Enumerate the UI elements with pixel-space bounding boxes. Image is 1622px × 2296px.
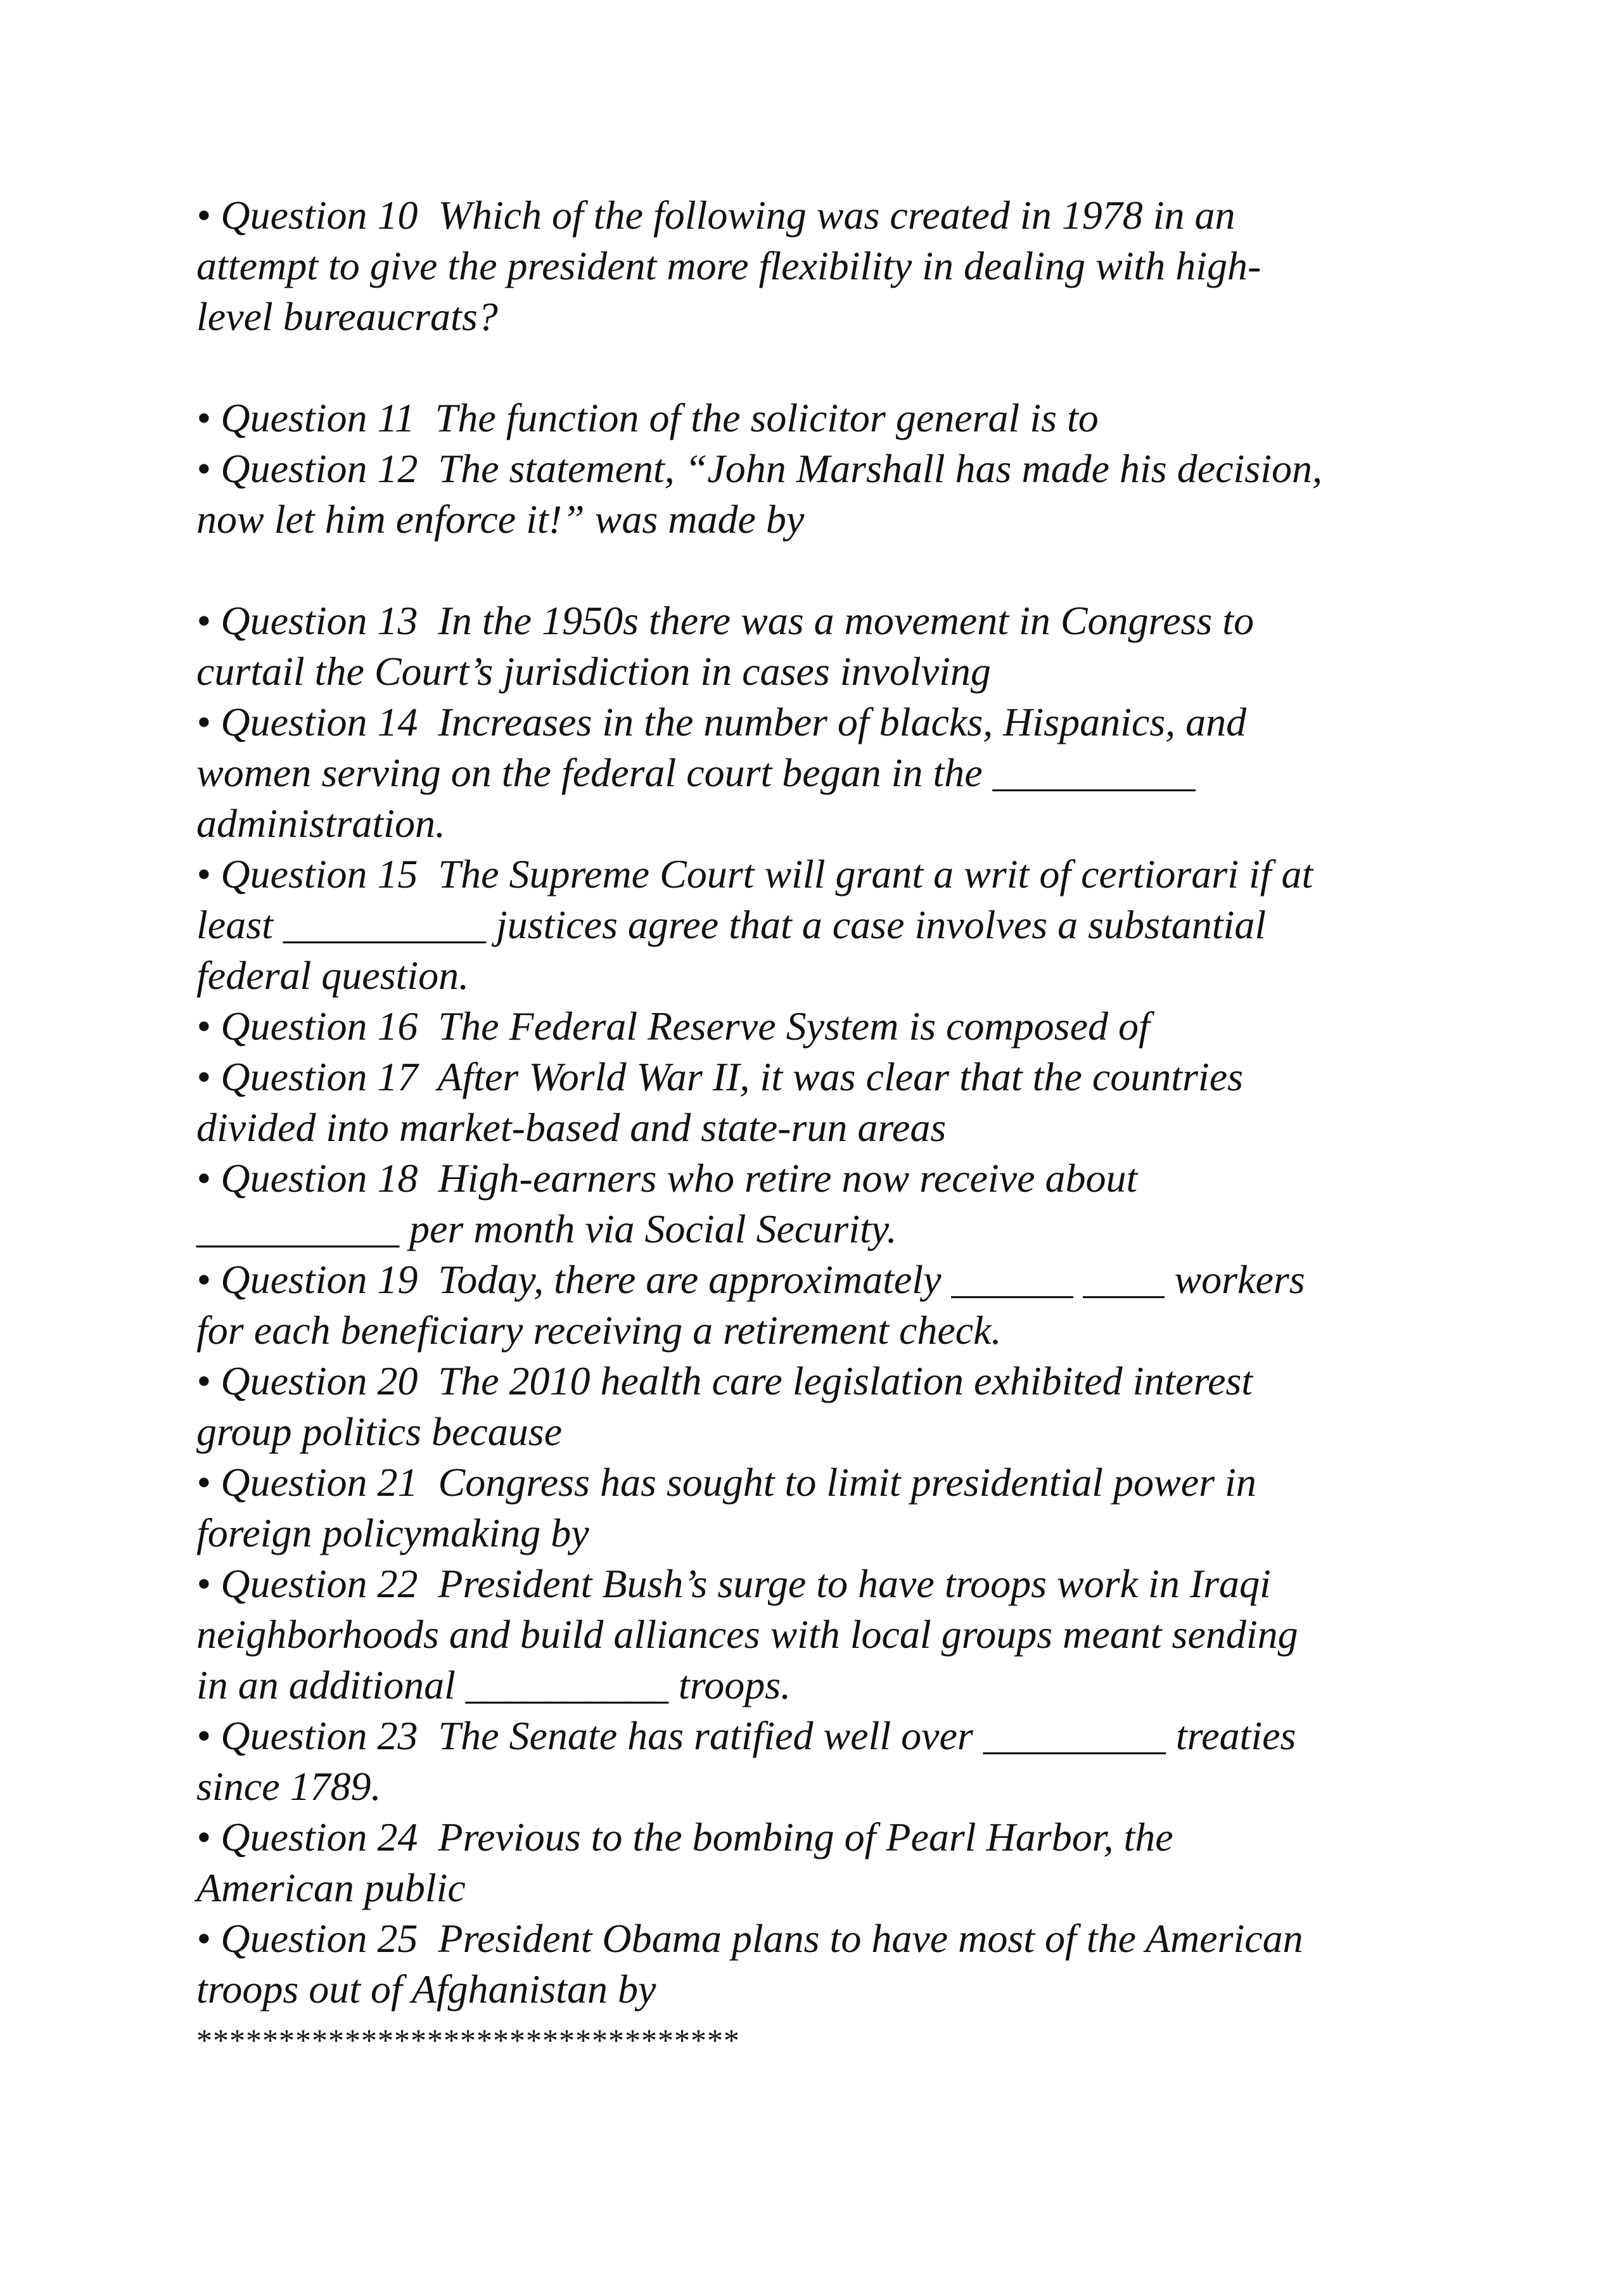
q24-line-2: American public <box>196 1865 466 1910</box>
q18-line-2: __________ per month via Social Security. <box>196 1206 897 1251</box>
q10-line-1: • Question 10 Which of the following was created in 1978 in an <box>196 193 1236 238</box>
q15-line-3: federal question. <box>196 953 469 998</box>
q18-line-1: • Question 18 High-earners who retire now receive about <box>196 1156 1138 1201</box>
q12-line-2: now let him enforce it!” was made by <box>196 497 805 542</box>
q19-line-2: for each beneficiary receiving a retirement check. <box>196 1308 1002 1353</box>
asterisk-divider: ********************************* <box>196 2022 740 2058</box>
q12-line-1: • Question 12 The statement, “John Marshall has made his decision, <box>196 446 1322 491</box>
q21-line-2: foreign policymaking by <box>196 1510 589 1555</box>
q19-line-1: • Question 19 Today, there are approximately ______ ____ workers <box>196 1257 1305 1302</box>
q17-line-2: divided into market-based and state-run areas <box>196 1105 947 1150</box>
q17-line-1: • Question 17 After World War II, it was clear that the countries <box>196 1054 1243 1099</box>
q22-line-3: in an additional __________ troops. <box>196 1662 791 1707</box>
q15-line-1: • Question 15 The Supreme Court will grant a writ of certiorari if at <box>196 851 1313 896</box>
q20-line-1: • Question 20 The 2010 health care legislation exhibited interest <box>196 1358 1253 1403</box>
q11-line-1: • Question 11 The function of the solicitor general is to <box>196 395 1099 440</box>
q20-line-2: group politics because <box>196 1409 563 1454</box>
q22-line-2: neighborhoods and build alliances with local groups meant sending <box>196 1612 1298 1657</box>
q10-line-3: level bureaucrats? <box>196 294 498 339</box>
q25-line-2: troops out of Afghanistan by <box>196 1967 656 2012</box>
question-list <box>196 190 1464 2065</box>
q22-line-1: • Question 22 President Bush’s surge to have troops work in Iraqi <box>196 1561 1271 1606</box>
q13-line-2: curtail the Court’s jurisdiction in cases involving <box>196 649 991 694</box>
q10-line-2: attempt to give the president more flexibility in dealing with high- <box>196 243 1261 288</box>
q16-line-1: • Question 16 The Federal Reserve System is composed of <box>196 1004 1150 1049</box>
q23-line-2: since 1789. <box>196 1764 381 1809</box>
q23-line-1: • Question 23 The Senate has ratified well over _________ treaties <box>196 1713 1296 1758</box>
q24-line-1: • Question 24 Previous to the bombing of Pearl Harbor, the <box>196 1814 1173 1859</box>
blank-line <box>196 342 1464 393</box>
blank-line <box>196 545 1464 596</box>
q14-line-1: • Question 14 Increases in the number of blacks, Hispanics, and <box>196 699 1247 744</box>
q13-line-1: • Question 13 In the 1950s there was a movement in Congress to <box>196 598 1255 643</box>
q14-line-2: women serving on the federal court began in the __________ <box>196 750 1196 795</box>
q25-line-1: • Question 25 President Obama plans to have most of the American <box>196 1916 1303 1961</box>
q21-line-1: • Question 21 Congress has sought to limit presidential power in <box>196 1460 1256 1505</box>
q14-line-3: administration. <box>196 801 445 846</box>
q15-line-2: least __________ justices agree that a case involves a substantial <box>196 902 1267 947</box>
